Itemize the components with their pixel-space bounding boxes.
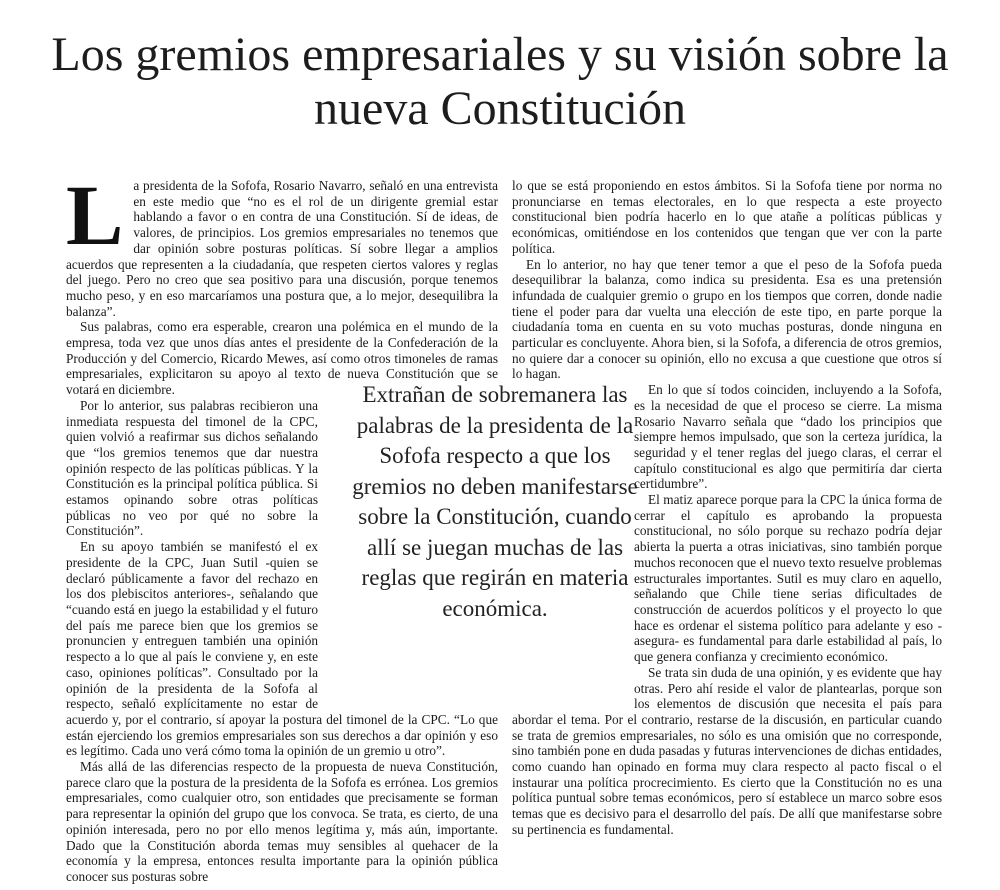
drop-cap: L [66,167,124,263]
paragraph: Se trata sin duda de una opinión, y es evidente que hay otras. Pero ahí reside el valor de plantearlas, porque son los elementos de discusión que necesita el país para abordar el tema. Por el contrario, restarse de la discusión, en particular cuando se trata de gremios empresariales, no sólo es una omisión que no corresponde, sino también pone en duda pasadas y futuras intervenciones de dichas entidades, como cuando han opinado en forma muy clara respecto al pacto fiscal o el instaurar una política procrecimiento. Es cierto que la Constitución no es una política puntual sobre temas económicos, pero sí establece un marco sobre esos temas que es decisivo para el desarrollo del país. De allí que manifestarse sobre su pertinencia es fundamental. [512,664,942,837]
headline: Los gremios empresariales y su visión sobre la nueva Constitución [51,28,949,135]
paragraph: En lo anterior, no hay que tener temor a que el peso de la Sofofa pueda desequilibrar la balanza, como indica su presidenta. Esa es una pretensión infundada de cualquier gremio o grupo en los tiempos que corren, donde nadie tiene el poder para dar vuelta una elección de este tipo, en parte porque la ciudadanía toma en cuenta en su voto muchas posturas, donde ninguna en particular es concluyente. Ahora bien, si la Sofofa, a diferencia de otros gremios, no quiere dar a conocer su opinión, ello no excusa a que cuestione que otros sí lo hagan. [512,256,942,382]
paragraph: Sus palabras, como era esperable, crearon una polémica en el mundo de la empresa, toda vez que unos días antes el presidente de la Confederación de la Producción y del Comercio, Ricardo Mewes, así como otros timoneles de ramas empresariales, explicitaron su apoyo al texto de nueva Constitución que se votará en diciembre. [66,319,498,398]
paragraph: lo que se está proponiendo en estos ámbitos. Si la Sofofa tiene por norma no pronunciarse en temas electorales, en lo que respecta a este proyecto constitucional bien podría hacerlo en lo que atañe a políticas públicas y económicas, omitiéndose en los contenidos que tengan que ver con la parte política. [512,178,942,256]
paragraph: Por lo anterior, sus palabras recibieron una inmediata respuesta del timonel de la CPC, quien volvió a reafirmar sus dichos señalando que “los gremios tenemos que dar nuestra opinión respecto de las políticas públicas. Y la Constitución es la principal política pública. Si estamos opinando sobre otras políticas públicas no veo por qué no sobre la Constitución”. [66,397,318,539]
pull-quote: Extrañan de sobremanera las palabras de la presidenta de la Sofofa respecto a que los gremios no deben manifestarse sobre la Constitución, cuando allí se juegan muchas de las reglas que regirán en materia económica. [352,382,638,621]
paragraph: En su apoyo también se manifestó el ex presidente de la CPC, Juan Sutil -quien se declaró públicamente a favor del rechazo en los dos plebiscitos anteriores-, señalando que “cuando está en juego la estabilidad y el futuro del país me parece bien que los gremios se pronuncien y entreguen también una opinión respecto a lo que al país le conviene y, en este caso, opiniones políticas”. Consultado por la opinión de la presidenta de la Sofofa al respecto, señaló explícitamente no estar de acuerdo y, por el contrario, sí apoyar la postura del timonel de la CPC. “Lo que están ejerciendo los gremios empresariales son sus derechos a dar opinión y eso es legítimo. Cada uno verá cómo toma la opinión de un gremio u otro”. [66,539,498,759]
paragraph: El matiz aparece porque para la CPC la única forma de cerrar el capítulo es aprobando la propuesta constitucional, no sólo porque su rechazo podría dejar abierta la puerta a otras iniciativas, sino también porque muchos reconocen que el nuevo texto resuelve problemas estructurales importantes. Sutil es muy claro en aquello, señalando que Chile tiene serias dificultades de construcción de acuerdos políticos y el proyecto lo que hace es ordenar el sistema político para adelante y eso -asegura- es fundamental para darle estabilidad al país, lo que genera confianza y crecimiento económico. [634,492,942,665]
paragraph: En lo que sí todos coinciden, incluyendo a la Sofofa, es la necesidad de que el proceso se cierre. La misma Rosario Navarro señala que “dado los principios que siempre hemos impulsado, que son la certeza jurídica, la seguridad y el tener reglas del juego claras, el cerrar el capítulo constitucional es algo que permitiría dar cierta certidumbre”. [634,382,942,492]
paragraph: a presidenta de la Sofofa, Rosario Navarro, señaló en una entrevista en este medio que “no es el rol de un dirigente gremial estar hablando a favor o en contra de una Constitución. Sí de ideas, de valores, de principios. Los gremios empresariales no tenemos que dar opinión sobre posturas políticas. Sí sobre llegar a amplios acuerdos que representen a la ciudadanía, que respeten ciertos valores y reglas del juego. Pero no creo que sea positivo para una discusión, porque tenemos mucho peso, y en eso marcaríamos una postura que, a lo mejor, desequilibra la balanza”. [66,178,498,319]
paragraph: Más allá de las diferencias respecto de la propuesta de nueva Constitución, parece claro que la postura de la presidenta de la Sofofa es errónea. Los gremios empresariales, como cualquier otro, son entidades que precisamente se forman para representar la opinión del grupo que los convoca. Se trata, es cierto, de una opinión interesada, pero no por ello menos legítima y, más aún, importante. Dado que la Constitución aborda temas muy sensibles al quehacer de la economía y la empresa, entonces resulta importante para la opinión pública conocer sus posturas sobre [66,759,498,884]
